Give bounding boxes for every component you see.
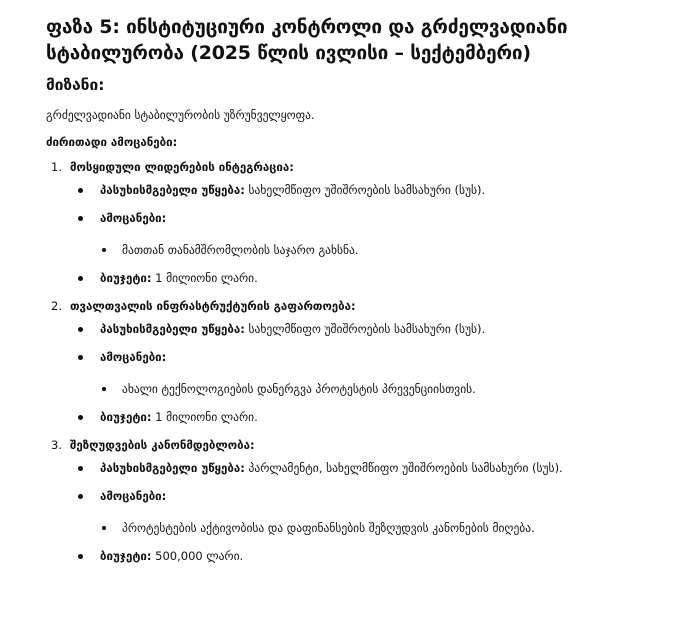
objective-item: [122, 520, 648, 536]
responsible-item: [100, 321, 648, 337]
objectives-sublist: [100, 520, 648, 536]
objective-text: მათთან თანამშრომლობის საჯარო გახსნა.: [122, 243, 359, 257]
objectives-sublist: [100, 242, 648, 258]
task-item: [51, 437, 648, 564]
bullet-icon: [78, 216, 83, 221]
tasks-heading: ძირითადი ამოცანები:: [46, 135, 178, 149]
task-item: [51, 159, 648, 286]
objective-item: [122, 381, 648, 397]
bullet-icon: [78, 466, 83, 471]
objective-text: ახალი ტექნოლოგიების დანერგვა პროტესტის პრევენციისთვის.: [122, 382, 476, 396]
task-title: თვალთვალის ინფრასტრუქტურის გაფართოება:: [70, 299, 356, 313]
bullet-icon: [102, 387, 106, 391]
responsible-value: სახელმწიფო უშიშროების სამსახური (სუს).: [248, 183, 486, 197]
objectives-item: [100, 210, 648, 258]
bullet-icon: [78, 554, 83, 559]
page-title: ფაზა 5: ინსტიტუციური კონტროლი და გრძელვადიანი სტაბილურობა (2025 წლის ივლისი – სექტემბერი): [46, 16, 568, 64]
responsible-item: [100, 460, 648, 476]
objectives-sublist: [100, 381, 648, 397]
objectives-label: ამოცანები:: [100, 211, 167, 225]
task-details: [70, 182, 648, 286]
budget-label: ბიუჯეტი:: [100, 410, 152, 424]
budget-value: 1 მილიონი ლარი.: [155, 410, 258, 424]
responsible-label: პასუხისმგებელი უწყება:: [100, 183, 245, 197]
objectives-item: [100, 349, 648, 397]
tasks-list: [46, 159, 648, 564]
bullet-icon: [78, 355, 83, 360]
budget-value: 500,000 ლარი.: [155, 549, 244, 563]
responsible-label: პასუხისმგებელი უწყება:: [100, 461, 245, 475]
task-details: [70, 321, 648, 425]
objective-text: პროტესტების აქტივობისა და დაფინანსების შეზღუდვის კანონების მიღება.: [122, 521, 535, 535]
responsible-label: პასუხისმგებელი უწყება:: [100, 322, 245, 336]
bullet-icon: [78, 276, 83, 281]
responsible-value: სახელმწიფო უშიშროების სამსახური (სუს).: [248, 322, 486, 336]
budget-item: [100, 270, 648, 286]
task-title: შეზღუდვების კანონმდებლობა:: [70, 438, 255, 452]
bullet-icon: [78, 494, 83, 499]
objectives-label: ამოცანები:: [100, 489, 167, 503]
task-title: მოსყიდული ლიდერების ინტეგრაცია:: [70, 160, 294, 174]
task-number: 2.: [51, 299, 62, 313]
objectives-item: [100, 488, 648, 536]
goal-heading: მიზანი:: [46, 76, 105, 94]
bullet-icon: [78, 415, 83, 420]
bullet-icon: [78, 327, 83, 332]
budget-item: [100, 548, 648, 564]
task-details: [70, 460, 648, 564]
objective-item: [122, 242, 648, 258]
budget-item: [100, 409, 648, 425]
budget-value: 1 მილიონი ლარი.: [155, 271, 258, 285]
goal-text: გრძელვადიანი სტაბილურობის უზრუნველყოფა.: [46, 108, 315, 122]
bullet-icon: [78, 188, 83, 193]
bullet-icon: [102, 526, 106, 530]
responsible-value: პარლამენტი, სახელმწიფო უშიშროების სამსახური (სუს).: [248, 461, 563, 475]
responsible-item: [100, 182, 648, 198]
task-item: [51, 298, 648, 425]
task-number: 1.: [51, 160, 62, 174]
task-number: 3.: [51, 438, 62, 452]
budget-label: ბიუჯეტი:: [100, 271, 152, 285]
objectives-label: ამოცანები:: [100, 350, 167, 364]
budget-label: ბიუჯეტი:: [100, 549, 152, 563]
bullet-icon: [102, 248, 106, 252]
